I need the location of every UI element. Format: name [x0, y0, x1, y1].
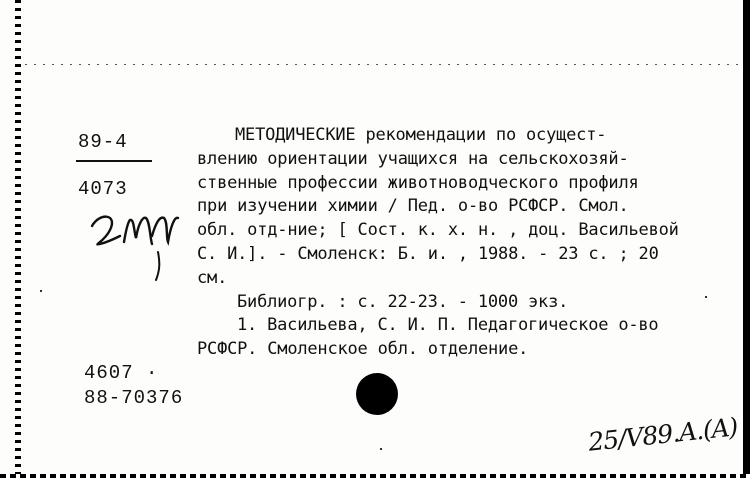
description-line: влению ориентации учащихся на сельскохозяй- — [197, 148, 629, 169]
code-line-2: 88-70376 — [84, 387, 184, 409]
handwritten-mark — [90, 208, 180, 283]
shelf-mark-rule — [76, 160, 152, 162]
description-line: обл. отд-ние; [ Сост. к. х. н. , доц. Васильевой — [197, 220, 679, 241]
punch-hole — [356, 373, 398, 415]
speck — [380, 448, 382, 450]
description-line: ственные профессии животноводческого профиля — [197, 172, 639, 193]
bibliographic-description — [197, 124, 722, 362]
handwritten-stamp: 25/V89.A.(A) — [586, 412, 739, 457]
description-line: при изучении химии / Пед. о-во РСФСР. Смол. — [197, 196, 629, 217]
description-line: С. И.]. - Смоленск: Б. и. , 1988. - 23 с. ; 20 — [197, 243, 659, 264]
subject-line: РСФСР. Смоленское обл. отделение. — [197, 339, 529, 360]
top-dotted-line — [25, 64, 745, 65]
card-bottom-edge — [0, 474, 750, 478]
speck — [705, 296, 707, 298]
speck — [40, 290, 42, 292]
shelf-mark: 89-4 — [78, 131, 128, 153]
bibliography-note: Библиогр. : с. 22-23. - 1000 экз. — [237, 291, 569, 312]
description-line: см. — [197, 267, 228, 288]
subject-line: 1. Васильева, С. И. П. Педагогическое о-во — [237, 315, 659, 336]
card-left-edge — [15, 0, 21, 478]
inventory-number: 4073 — [78, 178, 128, 200]
description-line: МЕТОДИЧЕСКИЕ рекомендации по осущест- — [235, 125, 607, 145]
card-right-edge — [743, 0, 750, 478]
code-line-1: 4607 · — [84, 362, 159, 384]
